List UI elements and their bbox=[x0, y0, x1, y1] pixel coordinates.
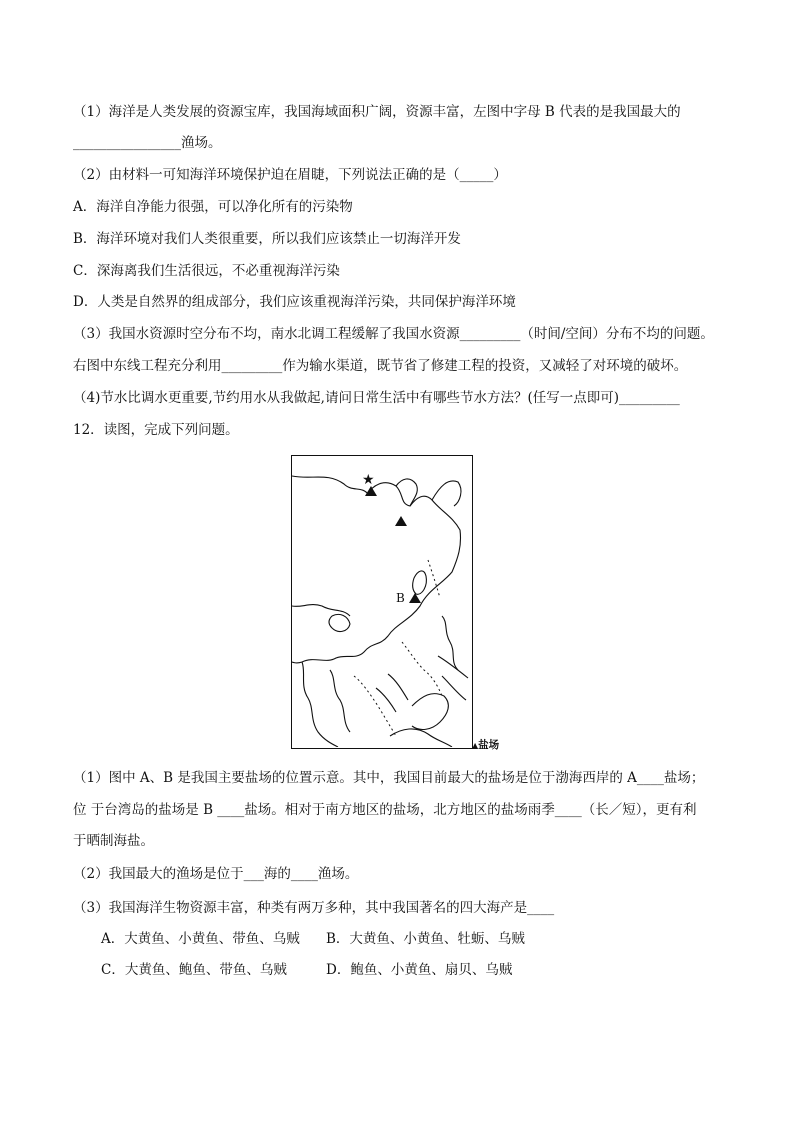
question-3-line-1: （3）我国水资源时空分布不均，南水北调工程缓解了我国水资源_________（时间/空间）分布不均的问题。 bbox=[73, 326, 714, 342]
salt-field-triangle-icon: ▲ bbox=[472, 741, 479, 750]
question-2: （2）由材料一可知海洋环境保护迫在眉睫，下列说法正确的是（_____） bbox=[73, 167, 507, 183]
label-b: B bbox=[396, 591, 405, 605]
question-3-line-2: 右图中东线工程充分利用_________作为输水渠道，既节省了修建工程的投资，又减轻了对环境的破坏。 bbox=[73, 358, 688, 374]
question-12-1-line-3: 于晒制海盐。 bbox=[73, 833, 154, 849]
option-b: B．海洋环境对我们人类很重要，所以我们应该禁止一切海洋开发 bbox=[73, 231, 461, 247]
option-a: A．海洋自净能力很强，可以净化所有的污染物 bbox=[73, 199, 353, 215]
map-legend bbox=[472, 738, 499, 753]
salt-field-map bbox=[291, 455, 473, 749]
option-12-a: A．大黄鱼、小黄鱼、带鱼、乌贼 bbox=[101, 931, 300, 947]
option-c: C．深海离我们生活很远，不必重视海洋污染 bbox=[73, 263, 340, 279]
question-12-3: （3）我国海洋生物资源丰富，种类有两万多种，其中我国著名的四大海产是____ bbox=[73, 900, 555, 916]
question-1-line-1: （1）海洋是人类发展的资源宝库，我国海域面积广阔，资源丰富，左图中字母 B 代表的是我国最大的 bbox=[73, 104, 681, 120]
coastline-drawing bbox=[292, 456, 471, 747]
question-1-line-2: ________________渔场。 bbox=[73, 135, 222, 151]
svg-text:★: ★ bbox=[362, 472, 375, 488]
question-12-title: 12．读图，完成下列问题。 bbox=[73, 422, 239, 438]
option-12-b: B．大黄鱼、小黄鱼、牡蛎、乌贼 bbox=[326, 931, 525, 947]
legend-label: 盐场 bbox=[478, 739, 500, 751]
option-12-d: D．鲍鱼、小黄鱼、扇贝、乌贼 bbox=[326, 962, 513, 978]
question-12-1-line-1: （1）图中 A、B 是我国主要盐场的位置示意。其中，我国目前最大的盐场是位于渤海西岸的 A____盐场； bbox=[73, 770, 705, 786]
option-12-c: C．大黄鱼、鲍鱼、带鱼、乌贼 bbox=[101, 962, 287, 978]
question-4: （4)节水比调水更重要,节约用水从我做起,请问日常生活中有哪些节水方法？(任写一点即可)_________ bbox=[73, 390, 680, 406]
question-12-1-line-2: 位 于台湾岛的盐场是 B ____盐场。相对于南方地区的盐场，北方地区的盐场雨季____（长／短），更有利 bbox=[73, 802, 697, 818]
option-d: D．人类是自然界的组成部分，我们应该重视海洋污染，共同保护海洋环境 bbox=[73, 294, 516, 310]
question-12-2: （2）我国最大的渔场是位于___海的____渔场。 bbox=[73, 866, 359, 882]
